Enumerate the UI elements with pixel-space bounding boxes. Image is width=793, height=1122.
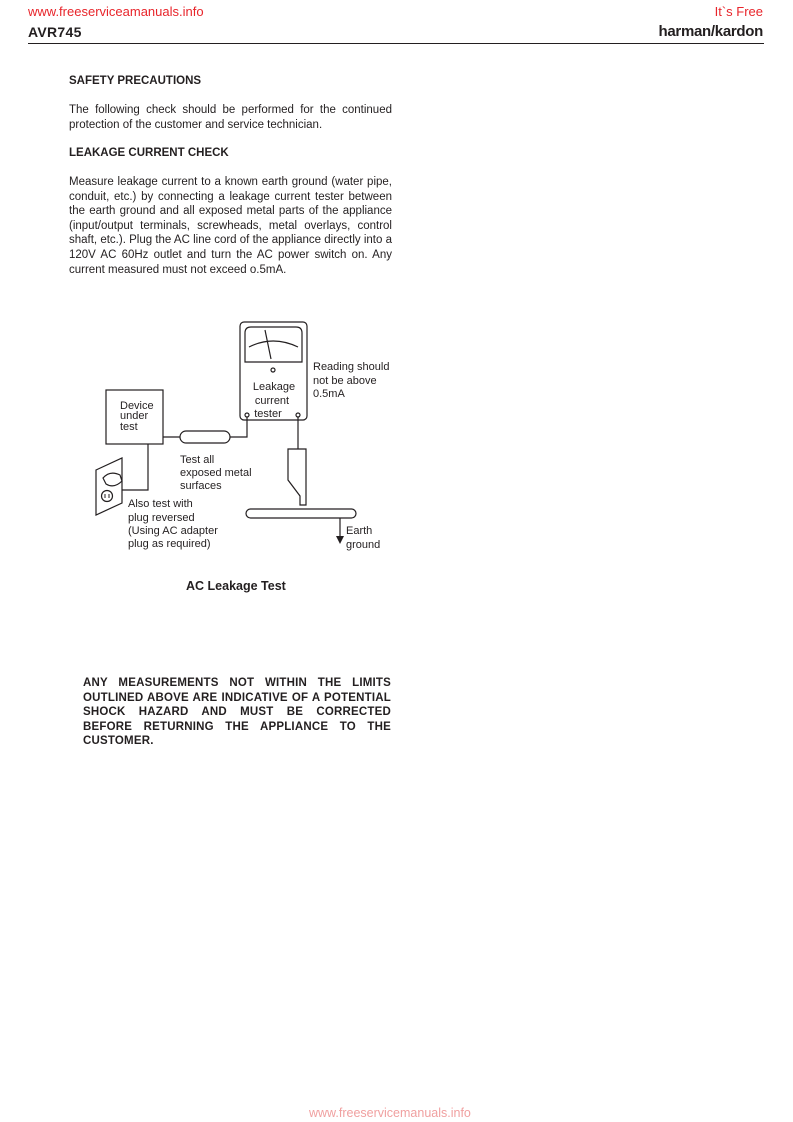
brand-logo: harman/kardon — [658, 23, 763, 40]
outlet-receptacle — [102, 491, 113, 502]
plug-note-4: plug as required) — [128, 538, 211, 550]
meter-scale-arc — [249, 341, 298, 347]
power-cord — [122, 444, 148, 490]
model-number: AVR745 — [28, 24, 82, 40]
leakage-heading: LEAKAGE CURRENT CHECK — [69, 147, 229, 159]
header-tagline: It`s Free — [714, 4, 763, 19]
device-label-3: test — [120, 421, 138, 433]
ground-label-1: Earth — [346, 525, 373, 537]
wall-outlet — [96, 458, 122, 515]
test-note-2: exposed metal — [180, 467, 252, 479]
reading-note-3: 0.5mA — [313, 388, 345, 400]
ground-bar — [246, 509, 356, 518]
footer-site-link[interactable]: www.freeservicemanuals.info — [309, 1106, 471, 1120]
plug-note-2: plug reversed — [128, 512, 195, 524]
device-label-1: Device — [120, 400, 154, 412]
meter-label-3: tester — [254, 408, 282, 420]
plug-note-3: (Using AC adapter — [128, 525, 218, 537]
safety-paragraph: The following check should be performed for the continued protection of the customer and service technician. — [69, 104, 392, 131]
meter-terminal-left — [245, 413, 249, 417]
diagram-caption: AC Leakage Test — [186, 579, 286, 593]
meter-label-1: Leakage — [252, 381, 296, 393]
reading-note-1: Reading should — [313, 361, 390, 373]
safety-heading: SAFETY PRECAUTIONS — [69, 75, 202, 87]
warning-notice: ANY MEASUREMENTS NOT WITHIN THE LIMITS OUTLINED ABOVE ARE INDICATIVE OF A POTENTIAL SHOCK HAZARD AND MUST BE CORRECTED BEFORE RETURNING THE APPLIANCE TO THE CUSTOMER. — [83, 677, 391, 748]
reading-note-2: not be above — [313, 375, 377, 387]
test-note-1: Test all — [180, 454, 215, 466]
header-site-link[interactable]: www.freeserviceamanuals.info — [28, 4, 204, 19]
plug-note-1: Also test with — [128, 498, 193, 510]
ground-label-2: ground — [346, 539, 381, 551]
test-note-3: surfaces — [180, 480, 222, 492]
meter-knob — [271, 368, 275, 372]
meter-needle — [265, 330, 271, 359]
ground-clip — [288, 449, 306, 505]
probe-handle — [180, 431, 230, 443]
leakage-paragraph: Measure leakage current to a known earth ground (water pipe, conduit, etc.) by connecting a leakage current tester between the earth ground and all exposed metal parts of the appliance (input/output terminals, screwheads, metal overlays, control shaft, etc.). Plug the AC line cord of the appliance directly into a 120V AC 60Hz outlet and turn the AC power switch on. Any current measured must not exceed o.5mA. — [69, 176, 392, 276]
plug — [103, 473, 122, 486]
earth-arrow — [336, 536, 344, 544]
meter-label-2: current — [254, 395, 290, 407]
meter-terminal-right — [296, 413, 300, 417]
device-label-2: under — [120, 410, 149, 422]
